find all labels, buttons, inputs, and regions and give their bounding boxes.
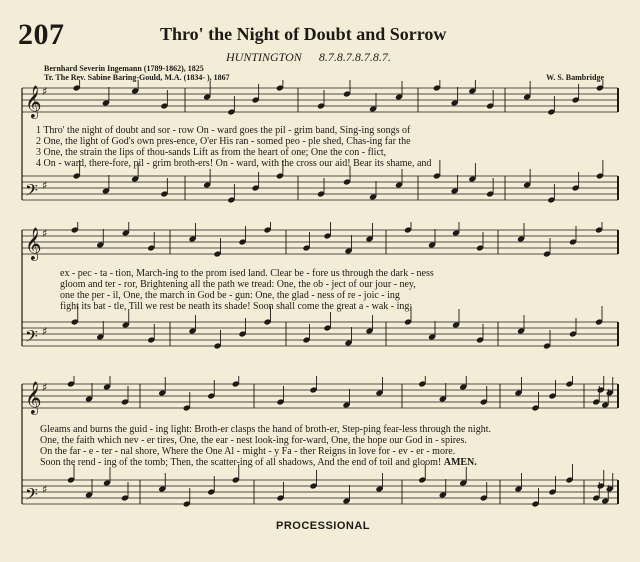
- lyric-line: 3 One, the strain the lips of thou-sands Lift as from the heart of one; One the con - flict,: [36, 147, 387, 158]
- note-icon: [597, 376, 605, 394]
- note-icon: [344, 327, 352, 347]
- lyric-line: On the far - e - ter - nal shore, Where the One Al - might - y Fa - ther Reigns in love for - ev - er - more.: [40, 446, 456, 457]
- bass-staff: [22, 464, 618, 508]
- note-icon: [433, 160, 441, 180]
- note-icon: [158, 473, 166, 493]
- sharp-icon: ♯: [42, 381, 48, 394]
- note-icon: [102, 87, 110, 107]
- note-icon: [369, 181, 377, 201]
- note-icon: [517, 315, 525, 335]
- note-icon: [263, 222, 271, 234]
- hymn-number: 207: [18, 18, 65, 51]
- lyric-line: Gleams and burns the guid - ing light: Broth-er clasps the hand of broth-er, Step-ping fear-less through the night.: [40, 424, 491, 435]
- hymn-title: Thro' the Night of Doubt and Sorrow: [160, 24, 447, 44]
- note-icon: [71, 222, 79, 234]
- music-system-3: [0, 376, 640, 516]
- tune-name: HUNTINGTON: [226, 50, 302, 64]
- treble-clef-icon: 𝄞: [25, 227, 42, 260]
- note-icon: [365, 315, 373, 335]
- note-icon: [343, 80, 351, 98]
- note-icon: [468, 80, 476, 95]
- note-icon: [395, 81, 403, 101]
- note-icon: [96, 229, 104, 249]
- treble-clef-icon: 𝄞: [25, 381, 42, 414]
- lyric-line: 2 One, the light of God's own pres-ence, O'er His ran - somed peo - ple shed, Chas-ing far the: [36, 136, 411, 147]
- sharp-icon: ♯: [42, 227, 48, 240]
- lyric-line: [40, 457, 491, 468]
- note-icon: [188, 223, 196, 243]
- music-system-2: [0, 222, 640, 358]
- note-icon: [67, 376, 75, 388]
- note-icon: [459, 376, 467, 391]
- note-icon: [565, 464, 573, 484]
- note-icon: [323, 222, 331, 240]
- sharp-icon: ♯: [42, 85, 48, 98]
- note-icon: [232, 376, 240, 388]
- note-icon: [451, 175, 459, 195]
- note-icon: [103, 376, 111, 391]
- note-icon: [203, 169, 211, 189]
- note-icon: [369, 93, 377, 113]
- sharp-icon: ♯: [42, 179, 48, 192]
- treble-staff: [22, 376, 618, 415]
- bass-clef-icon: 𝄢: [25, 484, 38, 508]
- bass-clef-icon: 𝄢: [25, 326, 38, 350]
- lyric-line: ex - pec - ta - tion, March-ing to the prom ised land. Clear be - fore us through the dark - ness: [60, 268, 434, 279]
- sharp-icon: ♯: [42, 483, 48, 496]
- note-icon: [565, 376, 573, 388]
- lyrics-block-2: [60, 268, 434, 312]
- music-system-1: [0, 80, 640, 210]
- meter: 8.7.8.7.8.7.8.7.: [318, 50, 391, 64]
- note-icon: [276, 80, 284, 92]
- note-icon: [451, 87, 459, 107]
- lyric-line: one the per - il, One, the march in God be - gun: One, the glad - ness of re - joic - ing: [60, 290, 400, 301]
- bass-clef-icon: 𝄢: [25, 180, 38, 204]
- note-icon: [606, 377, 614, 397]
- lyric-text: Soon the rend - ing of the tomb; Then, the scatter-ing of all shadows, And the end of toil and gloom!: [40, 457, 442, 468]
- lyric-line: 1 Thro' the night of doubt and sor - row On - ward goes the pil - grim band, Sing-ing songs of: [36, 125, 411, 136]
- note-icon: [73, 80, 81, 92]
- lyric-line: gloom and ter - ror, Brightening all the path we tread: One, the ob - ject of our jour - ney,: [60, 279, 416, 290]
- note-icon: [439, 479, 447, 499]
- note-icon: [418, 376, 426, 388]
- treble-staff: [22, 222, 618, 261]
- lyric-line: 4 On - ward, there-fore, pil - grim broth-ers! On - ward, with the cross our aid! Bear its shame, and: [36, 158, 432, 169]
- treble-clef-icon: 𝄞: [25, 85, 42, 118]
- amen-label: AMEN.: [443, 457, 477, 468]
- note-icon: [342, 389, 350, 409]
- lyric-line: One, the faith which nev - er tires, One, the ear - nest look-ing for-ward, One, the hope our God in - spires.: [40, 435, 467, 446]
- note-icon: [395, 169, 403, 189]
- note-icon: [158, 377, 166, 397]
- lyrics-block-3: [40, 424, 491, 468]
- note-icon: [514, 473, 522, 493]
- note-icon: [203, 81, 211, 101]
- note-icon: [188, 315, 196, 335]
- note-icon: [517, 223, 525, 243]
- note-icon: [404, 222, 412, 234]
- note-icon: [122, 222, 130, 237]
- note-icon: [344, 235, 352, 255]
- note-icon: [459, 467, 467, 487]
- note-icon: [85, 479, 93, 499]
- note-icon: [85, 383, 93, 403]
- note-icon: [96, 321, 104, 341]
- note-icon: [102, 175, 110, 195]
- note-icon: [468, 163, 476, 183]
- translator-line: Tr. The Rev. Sabine Baring-Gould, M.A. (1834- ), 1867: [44, 73, 230, 82]
- composer: W. S. Bambridge: [546, 73, 604, 82]
- note-icon: [606, 473, 614, 493]
- processional-label: PROCESSIONAL: [276, 520, 371, 532]
- note-icon: [375, 377, 383, 397]
- note-icon: [375, 473, 383, 493]
- note-icon: [365, 223, 373, 243]
- note-icon: [131, 80, 139, 95]
- author-line: Bernhard Severin Ingemann (1789-1862), 1825: [44, 64, 204, 73]
- lyric-line: fight its bat - tle, Till we rest be neath its shade! Soon shall come the great a - wak - ing;: [60, 301, 413, 312]
- note-icon: [103, 467, 111, 487]
- tune-line: [226, 50, 405, 65]
- note-icon: [596, 80, 604, 92]
- note-icon: [514, 377, 522, 397]
- note-icon: [595, 222, 603, 234]
- sharp-icon: ♯: [42, 325, 48, 338]
- note-icon: [433, 80, 441, 92]
- note-icon: [452, 309, 460, 329]
- note-icon: [452, 222, 460, 237]
- treble-staff: [22, 80, 618, 119]
- note-icon: [428, 229, 436, 249]
- note-icon: [523, 81, 531, 101]
- bass-staff: [22, 306, 618, 350]
- note-icon: [428, 321, 436, 341]
- note-icon: [439, 383, 447, 403]
- note-icon: [596, 160, 604, 180]
- lyrics-block-1: [36, 125, 431, 169]
- note-icon: [595, 306, 603, 326]
- note-icon: [342, 485, 350, 505]
- note-icon: [309, 376, 317, 394]
- note-icon: [523, 169, 531, 189]
